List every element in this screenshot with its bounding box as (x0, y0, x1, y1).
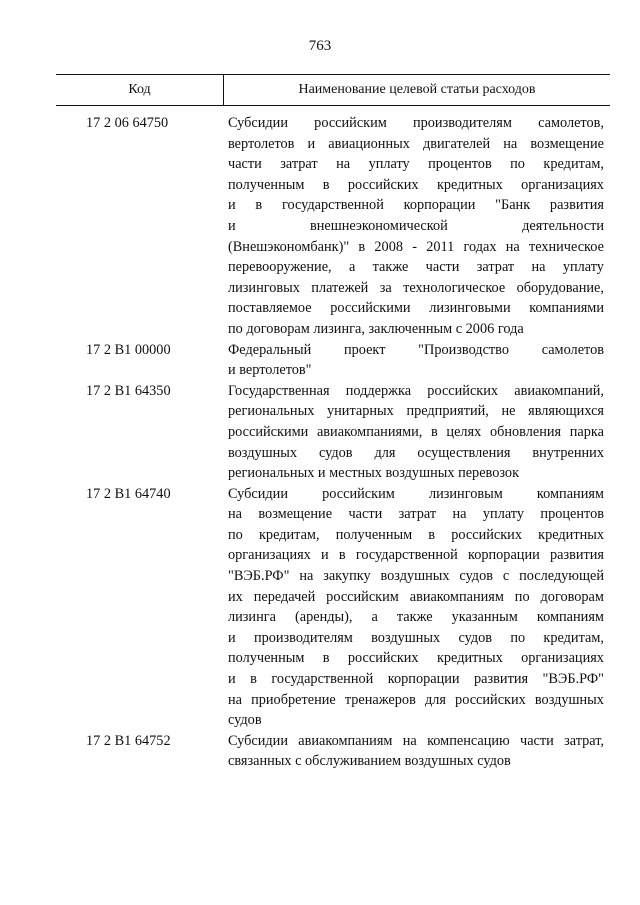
word: обновления (489, 423, 562, 440)
word: на (531, 259, 546, 276)
word: самолетов, (538, 115, 604, 131)
word: являющихся (528, 403, 604, 420)
word: не (501, 403, 516, 420)
description-line (228, 257, 604, 278)
description-line (228, 525, 604, 546)
description-line (228, 298, 604, 319)
word: российским (314, 115, 387, 131)
description-line (228, 154, 604, 175)
word: (аренды), (294, 609, 353, 626)
word: корпорации (387, 671, 460, 688)
word: развития (549, 547, 604, 564)
word: в (322, 650, 330, 667)
description-line (228, 443, 604, 464)
word: "ВЭБ.РФ" (542, 671, 604, 688)
description-line (228, 422, 604, 443)
word: лизинга (228, 609, 276, 626)
word: проект (343, 341, 386, 358)
word: авиакомпаниями, (316, 423, 423, 440)
description-line (228, 401, 604, 422)
word: российским (326, 588, 399, 605)
word: авиакомпаний, (514, 382, 604, 399)
word: в (250, 671, 257, 688)
word: также (372, 259, 409, 276)
word: кредитам, (543, 156, 604, 173)
word: внешнеэкономической (310, 217, 448, 234)
word: части (228, 156, 262, 173)
word: затрат (476, 259, 515, 276)
word: - (412, 238, 417, 255)
word: российских (347, 176, 419, 193)
description-line: связанных с обслуживанием воздушных судов (228, 753, 511, 770)
word: и (228, 217, 236, 234)
word: российских (451, 526, 522, 543)
word: двигателей (422, 135, 491, 152)
word: их (228, 588, 243, 605)
word: Субсидии (228, 115, 288, 131)
word: Государственная (228, 382, 330, 399)
word: кредитных (436, 176, 503, 193)
word: и (228, 197, 236, 214)
word: парка (569, 423, 604, 440)
word: Субсидии (228, 485, 288, 502)
word: Субсидии (228, 732, 288, 749)
word: в (428, 526, 436, 543)
word: воздушных (228, 444, 298, 461)
row-description (228, 113, 604, 340)
word: государственной (355, 547, 458, 564)
word: по (510, 629, 526, 646)
word: "ВЭБ.РФ" (228, 568, 290, 585)
word: авиакомпаниям (409, 588, 504, 605)
word: уплату (368, 156, 410, 173)
word: унитарных (327, 403, 394, 420)
description-line (228, 545, 604, 566)
row-code: 17 2 В1 64752 (86, 732, 171, 749)
word: производителям (412, 115, 512, 131)
word: а (348, 259, 356, 276)
word: затрат, (564, 732, 604, 749)
description-line (228, 607, 604, 628)
description-line (228, 195, 604, 216)
word: авиационных (328, 135, 410, 152)
word: и (228, 671, 236, 688)
word: за (379, 279, 392, 296)
word: (Внешэкономбанк)" (228, 238, 350, 255)
description-line: судов (228, 712, 262, 729)
description-line (228, 278, 604, 299)
word: технологическое (403, 279, 506, 296)
row-code: 17 2 В1 00000 (86, 341, 171, 358)
word: кредитных (538, 526, 604, 543)
description-line (228, 216, 604, 237)
word: организациях (521, 650, 604, 667)
word: государственной (281, 197, 384, 214)
row-code: 17 2 В1 64740 (86, 485, 171, 502)
word: процентов (428, 156, 492, 173)
row-description (228, 381, 604, 484)
word: техническое (528, 238, 604, 255)
description-line (228, 113, 604, 134)
word: авиакомпаниям (298, 732, 393, 749)
word: а (371, 609, 378, 626)
word: в (338, 547, 346, 564)
word: на (299, 568, 314, 585)
table-row (56, 340, 610, 381)
word: возмещение (530, 135, 604, 152)
table-row (56, 113, 610, 340)
row-description (228, 340, 604, 381)
description-line (228, 484, 604, 505)
word: закупку (323, 568, 371, 585)
word: на (228, 691, 242, 708)
word: затрат (398, 506, 437, 523)
column-header-name: Наименование целевой статьи расходов (298, 82, 536, 97)
word: кредитных (436, 650, 503, 667)
description-line (228, 175, 604, 196)
word: судов (318, 444, 353, 461)
description-line (228, 690, 604, 711)
word: тренажеров (344, 691, 416, 708)
word: компаниям (536, 485, 604, 502)
description-line (228, 566, 604, 587)
word: российскими (330, 300, 411, 317)
word: Федеральный (228, 341, 312, 358)
word: договорам (540, 588, 604, 605)
word: российских (455, 691, 526, 708)
word: компаниями (529, 300, 604, 317)
word: кредитам, (543, 629, 604, 646)
word: уплату (482, 506, 525, 523)
word: развития (474, 671, 529, 688)
row-code: 17 2 06 64750 (86, 115, 169, 131)
word: полученным (228, 650, 305, 667)
word: на (505, 238, 520, 255)
word: осуществления (417, 444, 511, 461)
word: на (452, 506, 467, 523)
word: в (255, 197, 263, 214)
word: российских (347, 650, 419, 667)
word: корпорации (403, 197, 476, 214)
description-line: и вертолетов" (228, 362, 312, 379)
word: компаниям (536, 609, 604, 626)
table-header (56, 74, 610, 106)
word: самолетов (541, 341, 604, 358)
word: затрат (280, 156, 318, 173)
word: в (358, 238, 366, 255)
description-line (228, 237, 604, 258)
word: внутренних (532, 444, 604, 461)
word: годах (463, 238, 497, 255)
description-line (228, 340, 604, 361)
row-description (228, 731, 604, 772)
table-row (56, 484, 610, 731)
word: последующей (519, 568, 604, 585)
description-line: по договорам лизинга, заключенным с 2006 года (228, 320, 524, 337)
word: воздушных (534, 691, 604, 708)
word: на (503, 135, 518, 152)
word: лизинговыми (429, 300, 511, 317)
description-line (228, 381, 604, 402)
column-header-code: Код (128, 82, 151, 97)
description-line (228, 669, 604, 690)
word: организациях (521, 176, 604, 193)
word: развития (549, 197, 604, 214)
word: также (396, 609, 433, 626)
word: в (322, 176, 330, 193)
word: на (336, 156, 351, 173)
word: "Производство (418, 341, 509, 358)
word: по (228, 526, 243, 543)
word: "Банк (495, 197, 531, 214)
word: вертолетов (228, 135, 295, 152)
word: предприятий, (406, 403, 489, 420)
word: поставляемое (228, 300, 312, 317)
word: полученным (228, 176, 305, 193)
table-row (56, 381, 610, 484)
row-code: 17 2 В1 64350 (86, 382, 171, 399)
word: полученным (335, 526, 413, 543)
description-line (228, 628, 604, 649)
word: российскими (228, 423, 309, 440)
word: уплату (562, 259, 604, 276)
word: возмещение (258, 506, 333, 523)
word: 2008 (374, 238, 403, 255)
word: и (307, 135, 316, 152)
word: воздушных (380, 568, 450, 585)
word: региональных (228, 403, 315, 420)
word: на (402, 732, 417, 749)
table-body (56, 113, 610, 772)
word: корпорации (467, 547, 540, 564)
word: части (425, 259, 460, 276)
page-number: 763 (308, 38, 332, 54)
word: для (424, 691, 446, 708)
word: по (510, 156, 525, 173)
word: с (502, 568, 510, 585)
word: в (431, 423, 438, 440)
description-line: региональных и местных воздушных перевозок (228, 465, 520, 482)
word: платежей (311, 279, 369, 296)
word: лизинговых (228, 279, 300, 296)
word: приобретение (251, 691, 336, 708)
word: лизинговым (428, 485, 503, 502)
word: процентов (540, 506, 604, 523)
word: на (228, 506, 242, 523)
description-line (228, 134, 604, 155)
word: и (228, 629, 236, 646)
word: производителям (253, 629, 353, 646)
word: государственной (271, 671, 374, 688)
word: указанным (451, 609, 518, 626)
word: организациях (228, 547, 311, 564)
word: передачей (253, 588, 316, 605)
description-line (228, 587, 604, 608)
word: для (374, 444, 396, 461)
word: части (348, 506, 383, 523)
word: части (520, 732, 554, 749)
description-line (228, 731, 604, 752)
word: оборудование, (516, 279, 604, 296)
word: целях (446, 423, 482, 440)
word: судов (459, 568, 493, 585)
word: российским (322, 485, 395, 502)
word: воздушных (371, 629, 441, 646)
word: и (321, 547, 329, 564)
word: по (514, 588, 530, 605)
word: перевооружение, (228, 259, 332, 276)
row-description (228, 484, 604, 731)
description-line (228, 648, 604, 669)
word: кредитам, (258, 526, 320, 543)
word: российских (427, 382, 499, 399)
word: компенсацию (427, 732, 510, 749)
word: деятельности (522, 217, 604, 234)
description-line (228, 504, 604, 525)
word: судов (458, 629, 493, 646)
word: 2011 (426, 238, 455, 255)
word: поддержка (345, 382, 412, 399)
table-row (56, 731, 610, 772)
